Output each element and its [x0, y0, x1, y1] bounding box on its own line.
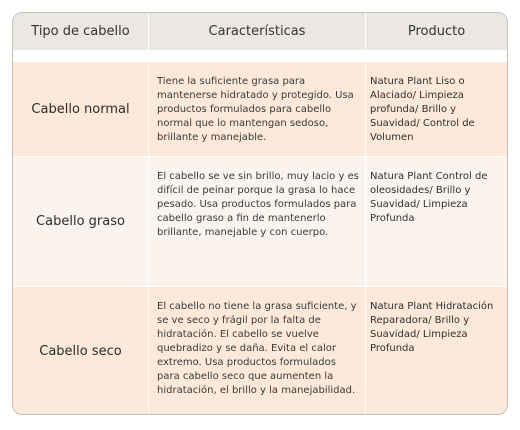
table-body [13, 62, 507, 415]
hair-type-cell: Cabello normal [31, 101, 130, 117]
product-cell: Natura Plant Hidratación Reparadora/ Brillo y Suavidad/ Limpieza Profunda [365, 287, 507, 415]
header-caracteristicas: Características [148, 13, 365, 50]
hair-type-cell: Cabello graso [36, 214, 125, 229]
characteristics-cell: El cabello se ve sin brillo, muy lacio y es difícil de peinar porque la grasa lo hace pesado. Usa productos formulados para cabello graso a fin de mantenerlo brillante, manejable y con cuerpo. [148, 157, 365, 286]
header-tipo: Tipo de cabello [31, 24, 130, 39]
hair-type-cell: Cabello seco [39, 344, 122, 359]
header-producto: Producto [365, 13, 507, 50]
hair-type-table [12, 12, 508, 415]
product-cell: Natura Plant Liso o Alaciado/ Limpieza profunda/ Brillo y Suavidad/ Control de Volumen [365, 62, 507, 156]
characteristics-cell: Tiene la suficiente grasa para mantenerse hidratado y protegido. Usa productos formulados para cabello normal que lo mantengan sedoso, brillante y manejable. [148, 62, 365, 156]
table-row [13, 286, 507, 415]
characteristics-cell: El cabello no tiene la grasa suficiente, y se ve seco y frágil por la falta de hidratación. El cabello se vuelve quebradizo y se daña. Evita el calor extremo. Usa productos formulados para cabello seco que aumenten la hidratación, el brillo y la manejabilidad. [148, 287, 365, 415]
table-row [13, 62, 507, 156]
table-row [13, 156, 507, 286]
table-header [13, 13, 507, 50]
product-cell: Natura Plant Control de oleosidades/ Brillo y Suavidad/ Limpieza Profunda [365, 157, 507, 286]
